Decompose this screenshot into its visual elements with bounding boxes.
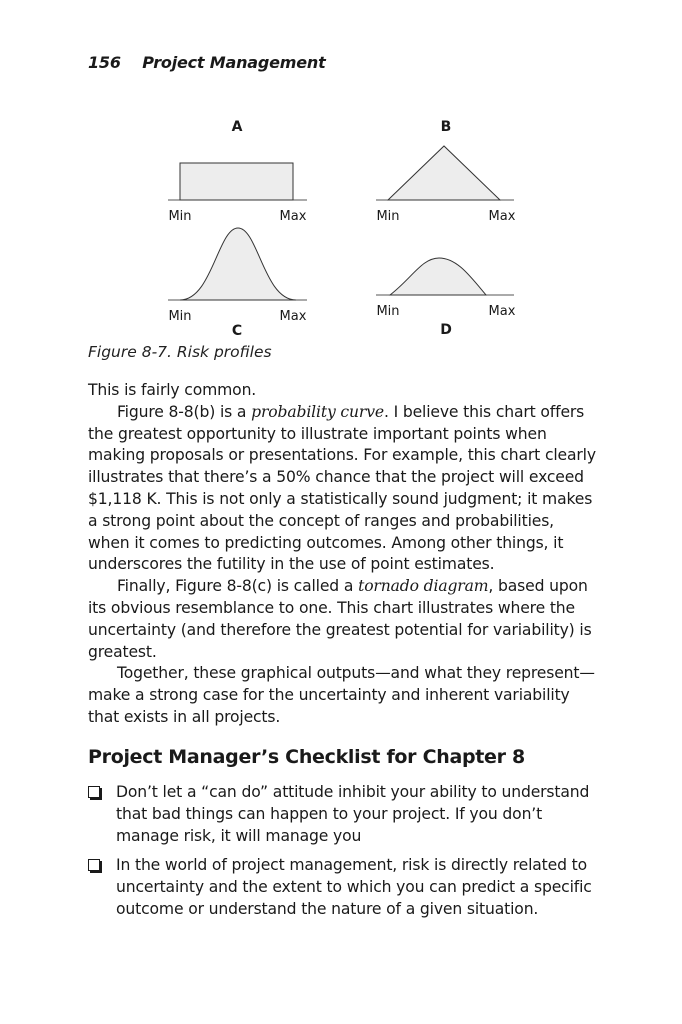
panel-b-letter: B bbox=[440, 119, 452, 135]
paragraph-4: Together, these graphical outputs—and what they represent—make a strong case for the uncertainty and inherent variability that exists in all projects. bbox=[88, 664, 595, 726]
risk-profiles-figure bbox=[150, 110, 530, 340]
panel-b-shape bbox=[388, 146, 500, 200]
panel-a-letter: A bbox=[231, 119, 243, 135]
panel-a-shape bbox=[180, 163, 293, 200]
checkbox-icon bbox=[88, 786, 100, 798]
paragraph-2: Figure 8-8(b) is a probability curve. I believe this chart offers the greatest opportunity to illustrate important points when making proposals or presentations. For example, this chart clearly illustrates that there’s a 50% chance that the project will exceed $1,118 K. This is not only a statistically sound judgment; it makes a strong point about the concept of ranges and probabilities, when it comes to predicting outcomes. Among other things, it underscores the futility in the use of point estimates. bbox=[88, 402, 596, 574]
panel-b-max: Max bbox=[488, 209, 516, 224]
panel-c-min: Min bbox=[168, 309, 192, 324]
panel-b-min: Min bbox=[376, 209, 400, 224]
term-probability-curve: probability curve bbox=[251, 402, 384, 421]
body-text bbox=[88, 380, 598, 729]
checklist-item-text: In the world of project management, risk is directly related to uncertainty and the extent to which you can predict a specific outcome or understand the nature of a given situation. bbox=[116, 856, 592, 918]
running-title: Project Management bbox=[142, 53, 326, 72]
risk-profiles-diagram bbox=[150, 110, 530, 340]
checkbox-icon bbox=[88, 859, 100, 871]
panel-a-min: Min bbox=[168, 209, 192, 224]
panel-d-shape bbox=[390, 258, 486, 295]
paragraph-3: Finally, Figure 8-8(c) is called a tornado diagram, based upon its obvious resemblance to one. This chart illustrates where the uncertainty (and therefore the greatest potential for variability) is greatest. bbox=[88, 577, 592, 661]
checklist-heading: Project Manager’s Checklist for Chapter 8 bbox=[88, 746, 525, 768]
panel-c-max: Max bbox=[279, 309, 307, 324]
panel-c-shape bbox=[180, 228, 296, 300]
checklist bbox=[88, 782, 598, 929]
checklist-item bbox=[88, 855, 598, 920]
page-number: 156 bbox=[88, 53, 121, 72]
term-tornado-diagram: tornado diagram bbox=[358, 577, 489, 596]
panel-d-letter: D bbox=[440, 322, 452, 338]
panel-d-max: Max bbox=[488, 304, 516, 319]
page-header bbox=[88, 53, 326, 72]
paragraph-1: This is fairly common. bbox=[88, 381, 257, 399]
checklist-item-text: Don’t let a “can do” attitude inhibit your ability to understand that bad things can happen to your project. If you don’t manage risk, it will manage you bbox=[116, 783, 590, 845]
figure-caption: Figure 8-7. Risk profiles bbox=[88, 343, 272, 361]
panel-c-letter: C bbox=[231, 323, 243, 339]
panel-d-min: Min bbox=[376, 304, 400, 319]
panel-a-max: Max bbox=[279, 209, 307, 224]
checklist-item bbox=[88, 782, 598, 847]
